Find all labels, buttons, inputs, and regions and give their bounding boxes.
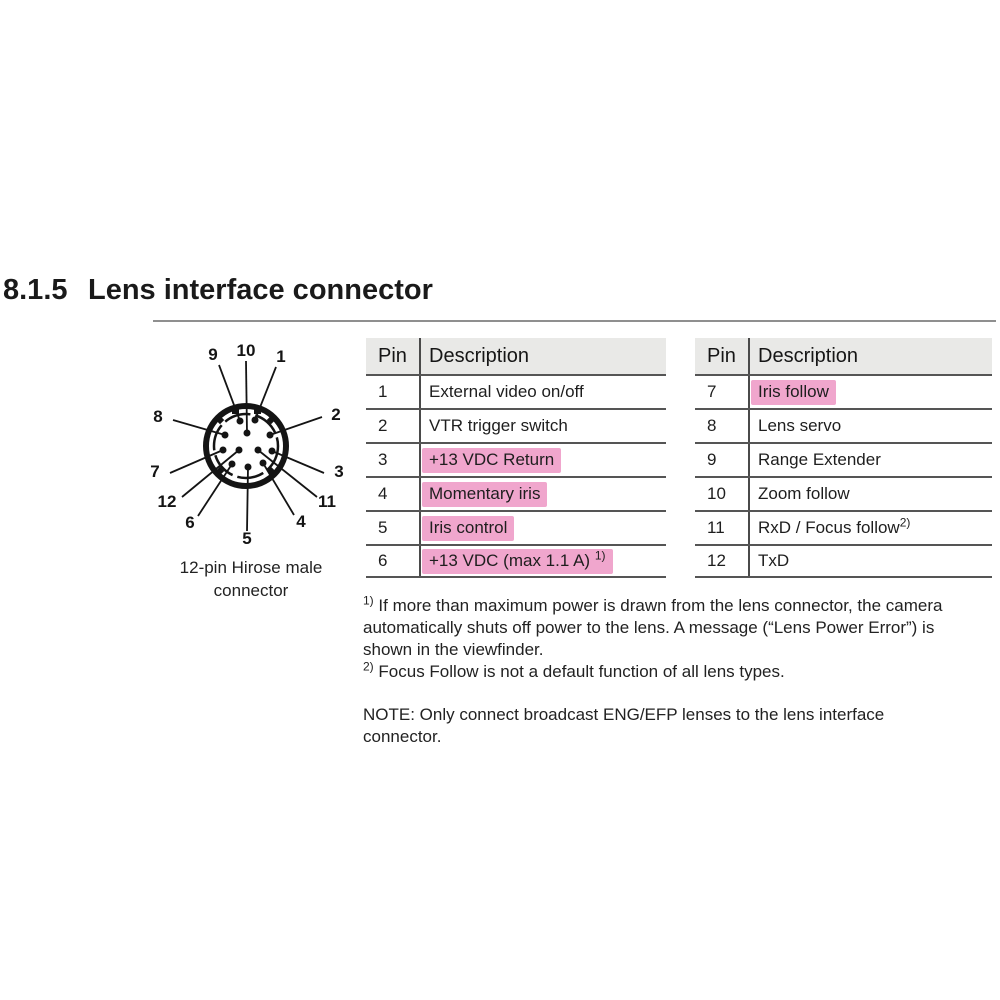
pin-label-3: 3 [334, 462, 344, 481]
footnote-2-text: Focus Follow is not a default function of all lens types. [378, 662, 785, 681]
note-text: NOTE: Only connect broadcast ENG/EFP lenses to the lens interface connector. [363, 705, 885, 746]
pin-label-7: 7 [150, 462, 160, 481]
footnote-2 [363, 661, 963, 683]
pin-number: 3 [378, 450, 388, 469]
table-row [695, 442, 992, 476]
table-row [695, 510, 992, 544]
pin-number: 10 [707, 484, 726, 503]
table-row [695, 544, 992, 578]
pin-number: 5 [378, 518, 388, 537]
description-column-header: Description [419, 338, 666, 374]
table-row [366, 374, 666, 408]
pin-column-header: Pin [378, 344, 407, 367]
table-row [695, 374, 992, 408]
footnote-1-marker: 1) [363, 593, 374, 608]
pin-description: VTR trigger switch [429, 416, 568, 435]
pin-label-4: 4 [296, 512, 306, 531]
pin-description: Lens servo [758, 416, 842, 435]
pin-description: Zoom follow [758, 484, 850, 503]
pin-description: TxD [758, 551, 790, 570]
footnote-1 [363, 595, 963, 661]
pin-number: 8 [707, 416, 717, 435]
pin-description: Range Extender [758, 450, 881, 469]
pin-label-9: 9 [208, 345, 218, 364]
footnote-2-marker: 2) [363, 659, 374, 674]
horizontal-rule [153, 320, 996, 322]
connector-diagram-svg [135, 333, 365, 563]
table-row [695, 408, 992, 442]
pin-number: 1 [378, 382, 388, 401]
footnotes-block [363, 595, 963, 748]
pin-column-header: Pin [707, 344, 736, 367]
pin-number: 9 [707, 450, 717, 469]
pin-number: 12 [707, 551, 726, 570]
table-row [695, 476, 992, 510]
pin-description: Momentary iris [422, 482, 547, 507]
pin-description: Iris follow [751, 380, 836, 405]
table-row [366, 442, 666, 476]
pin-number: 6 [378, 551, 388, 570]
table-header [366, 338, 666, 374]
figure-caption-line2: connector [213, 581, 289, 600]
pin-number: 2 [378, 416, 388, 435]
table-row [366, 510, 666, 544]
pin-number: 4 [378, 484, 388, 503]
pin-label-6: 6 [185, 513, 195, 532]
pin-number: 7 [707, 382, 717, 401]
pin-table-7-12 [695, 338, 992, 578]
pin-table-1-6 [366, 338, 666, 578]
pin-label-8: 8 [153, 407, 163, 426]
section-title [3, 274, 433, 307]
pin-description: External video on/off [429, 382, 584, 401]
section-number: 8.1.5 [3, 274, 68, 306]
page-title: Lens interface connector [88, 274, 433, 306]
table-row [366, 544, 666, 578]
pin-label-11: 11 [318, 492, 336, 511]
pin-description: RxD / Focus follow$^{2)}$ [758, 515, 911, 537]
pin-label-12: 12 [157, 492, 177, 511]
pin-label-2: 2 [331, 405, 341, 424]
pin-label-1: 1 [276, 347, 286, 366]
pin-description: Iris control [422, 516, 514, 541]
pin-description: +13 VDC (max 1.1 A) $^{1)}$ [422, 549, 613, 574]
figure-caption-line1: 12-pin Hirose male [179, 558, 323, 577]
figure-caption [141, 556, 361, 602]
pin-number: 11 [707, 518, 725, 537]
pin-description: +13 VDC Return [422, 448, 561, 473]
table-row [366, 408, 666, 442]
table-header [695, 338, 992, 374]
description-column-header: Description [748, 338, 992, 374]
pin-label-10: 10 [236, 341, 256, 360]
pin-label-5: 5 [242, 529, 252, 548]
footnote-1-text: If more than maximum power is drawn from the lens connector, the camera automatically shuts off power to the lens. A message (“Lens Power Error”) is shown in the viewfinder. [363, 596, 943, 659]
connector-diagram [135, 333, 365, 563]
table-row [366, 476, 666, 510]
